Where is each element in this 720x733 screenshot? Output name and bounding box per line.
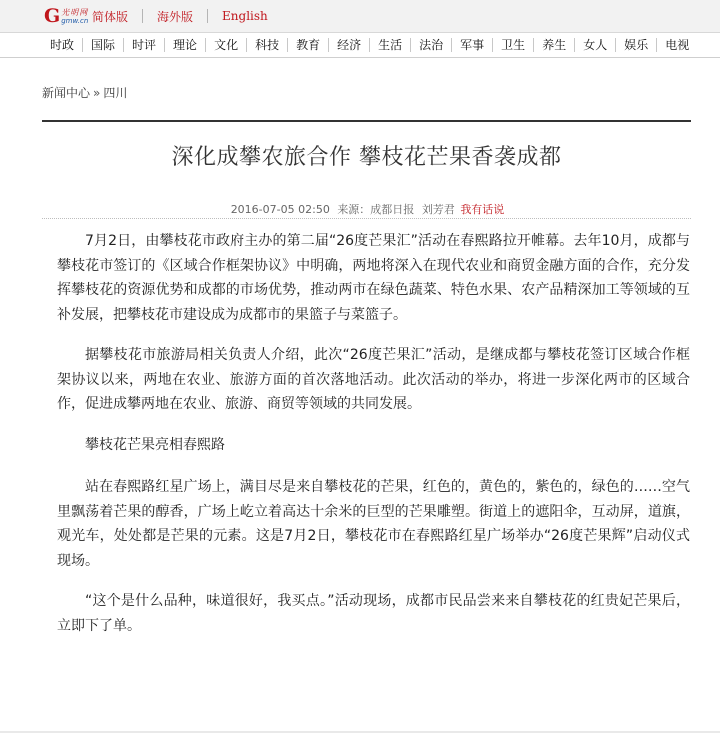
article-paragraph: 据攀枝花市旅游局相关负责人介绍，此次“26度芒果汇”活动，是继成都与攀枝花签订区域合作框架协议以来，两地在农业、旅游方面的首次落地活动。此次活动的举办，将进一步深化两市的区域合作，促进成攀两地在农业、旅游、商贸等领域的共同发展。 xyxy=(57,347,690,412)
edition-divider xyxy=(207,9,208,23)
nav-item-international[interactable]: 国际 xyxy=(82,38,123,52)
nav-item-law[interactable]: 法治 xyxy=(410,38,451,52)
article-title: 深化成攀农旅合作 攀枝花芒果香袭成都 xyxy=(171,145,562,170)
nav-item-politics[interactable]: 时政 xyxy=(50,38,75,52)
meta-divider xyxy=(42,218,691,219)
comment-link[interactable]: 我有话说 xyxy=(460,203,505,216)
article-meta xyxy=(42,201,691,217)
logo-mark: G xyxy=(44,5,61,27)
article-paragraph: “这个是什么品种，味道很好，我买点。”活动现场，成都市民品尝来来自攀枝花的红贵妃芒果后，立即下了单。 xyxy=(57,593,690,634)
breadcrumb-current-link[interactable]: 四川 xyxy=(103,86,128,100)
edition-overseas-link[interactable]: 海外版 xyxy=(157,9,194,24)
nav-item-military[interactable]: 军事 xyxy=(451,38,492,52)
publish-time: 2016-07-05 02:50 xyxy=(230,203,330,216)
edition-divider xyxy=(142,9,143,23)
nav-item-women[interactable]: 女人 xyxy=(574,38,615,52)
article-subheading: 攀枝花芒果亮相春熙路 xyxy=(85,436,225,453)
nav-item-education[interactable]: 教育 xyxy=(287,38,328,52)
breadcrumb xyxy=(42,84,127,101)
article-body xyxy=(57,229,690,654)
nav-item-wellness[interactable]: 养生 xyxy=(533,38,574,52)
nav-item-life[interactable]: 生活 xyxy=(369,38,410,52)
channel-nav-items xyxy=(50,33,697,57)
top-bar xyxy=(0,0,720,33)
nav-item-theory[interactable]: 理论 xyxy=(164,38,205,52)
article-paragraph: 7月2日，由攀枝花市政府主办的第二届“26度芒果汇”活动在春熙路拉开帷幕。去年10月，成都与攀枝花市签订的《区域合作框架协议》中明确，两地将深入在现代农业和商贸金融方面的合作，充分发挥攀枝花的资源优势和成都的市场优势，推动两市在绿色蔬菜、特色水果、农产品精深加工等领域的互补发展，把攀枝花市建设成为成都市的果篮子与菜篮子。 xyxy=(57,233,690,323)
nav-item-entertainment[interactable]: 娱乐 xyxy=(615,38,656,52)
edition-simplified-link[interactable]: 简体版 xyxy=(92,9,129,24)
edition-switcher xyxy=(92,0,268,32)
nav-item-tech[interactable]: 科技 xyxy=(246,38,287,52)
header-rule xyxy=(42,120,691,122)
site-logo[interactable] xyxy=(44,6,88,26)
breadcrumb-separator: » xyxy=(93,86,101,100)
nav-item-culture[interactable]: 文化 xyxy=(205,38,246,52)
logo-cn: 光明网 xyxy=(61,7,89,17)
article-source: 来源：成都日报 xyxy=(337,203,415,216)
nav-item-commentary[interactable]: 时评 xyxy=(123,38,164,52)
nav-item-tv[interactable]: 电视 xyxy=(656,38,697,52)
edition-english-link[interactable]: English xyxy=(222,9,268,23)
nav-item-health[interactable]: 卫生 xyxy=(492,38,533,52)
article-paragraph: 站在春熙路红星广场上，满目尽是来自攀枝花的芒果，红色的，黄色的，紫色的，绿色的……空气里飘荡着芒果的醇香，广场上屹立着高达十余米的巨型的芒果雕塑。街道上的遮阳伞，互动屏，道旗，观光车，处处都是芒果的元素。这是7月2日，攀枝花市在春熙路红星广场举办“26度芒果辉”启动仪式现场。 xyxy=(57,479,690,569)
breadcrumb-home-link[interactable]: 新闻中心 xyxy=(42,86,91,100)
channel-nav xyxy=(0,33,720,58)
logo-words xyxy=(61,8,88,25)
logo-en: gmw.cn xyxy=(61,16,89,25)
nav-item-economy[interactable]: 经济 xyxy=(328,38,369,52)
article-author: 刘芳君 xyxy=(421,203,455,216)
